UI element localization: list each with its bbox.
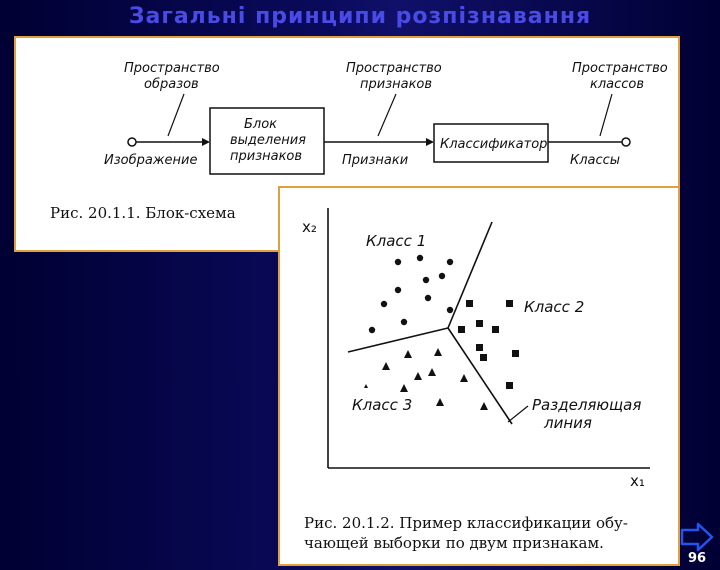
feature-space-label-1: Пространство xyxy=(346,61,442,76)
class-space-label-1: Пространство xyxy=(572,61,668,76)
class3-label: Класс 3 xyxy=(352,396,413,414)
figure2-caption-line1: Рис. 20.1.2. Пример классификации обу- xyxy=(304,514,628,532)
block-line-2: выделения xyxy=(230,133,306,148)
image-label: Изображение xyxy=(104,153,198,168)
class1-points xyxy=(369,255,453,333)
scatter-panel xyxy=(278,186,680,566)
page-number: 96 xyxy=(688,551,707,566)
classification-scatter xyxy=(280,188,678,564)
boundary-label-1: Разделяющая xyxy=(532,396,642,414)
block-line-3: признаков xyxy=(230,149,303,164)
slide-title: Загальні принципи розпізнавання xyxy=(128,4,592,29)
next-slide-button[interactable] xyxy=(680,522,714,552)
boundary-label-2: линия xyxy=(544,414,592,432)
arrow-right-icon xyxy=(680,522,714,552)
input-node xyxy=(128,138,136,146)
x-axis-label: x₁ xyxy=(630,472,645,490)
class2-label: Класс 2 xyxy=(524,298,585,316)
class-space-label-2: классов xyxy=(590,77,645,92)
class2-points xyxy=(458,300,519,389)
pattern-space-label-2: образов xyxy=(144,77,199,92)
classes-label: Классы xyxy=(570,153,621,168)
output-node xyxy=(622,138,630,146)
feature-space-label-2: признаков xyxy=(360,77,433,92)
class1-label: Класс 1 xyxy=(366,232,427,250)
y-axis-label: x₂ xyxy=(302,218,317,236)
pattern-space-label-1: Пространство xyxy=(124,61,220,76)
figure2-caption-line2: чающей выборки по двум признакам. xyxy=(304,534,604,552)
block-line-1: Блок xyxy=(244,117,278,132)
features-label: Признаки xyxy=(342,153,409,168)
boundary-line-1 xyxy=(448,222,492,328)
figure1-caption: Рис. 20.1.1. Блок-схема xyxy=(50,204,236,222)
boundary-line-3 xyxy=(448,328,512,424)
boundary-line-2 xyxy=(348,328,448,352)
classifier-label: Классификатор xyxy=(440,137,548,152)
